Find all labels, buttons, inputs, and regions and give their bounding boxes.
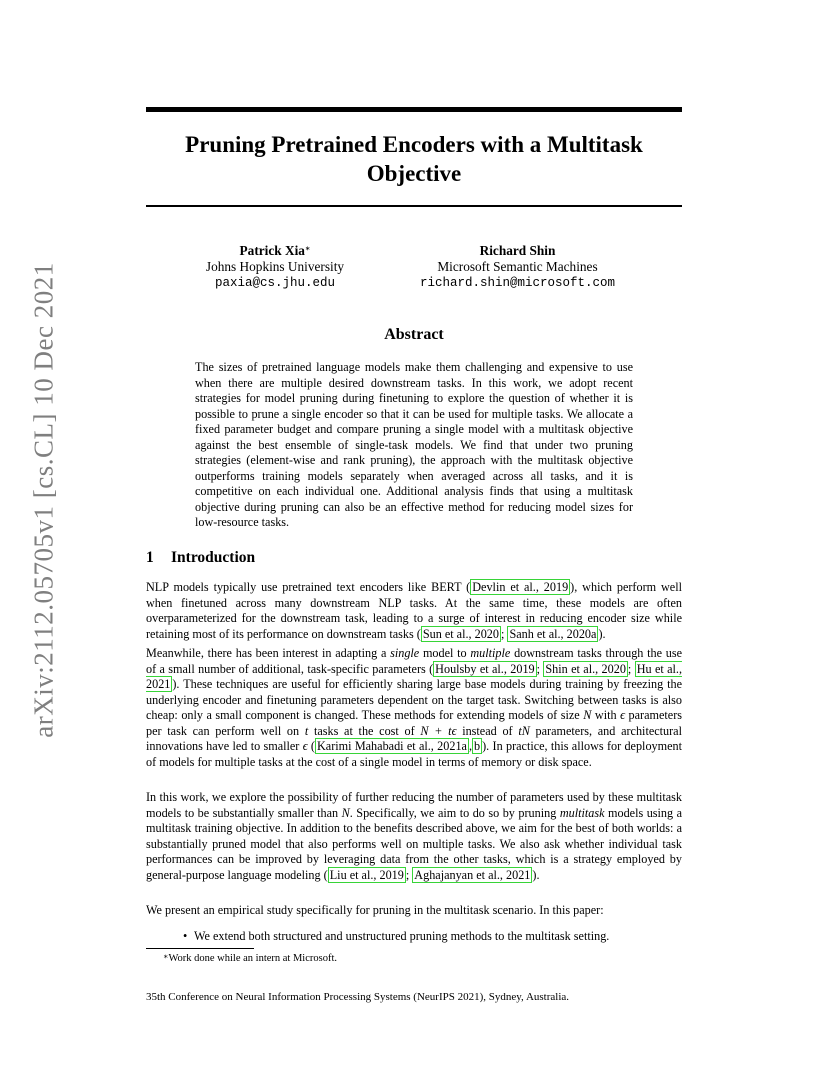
emphasis-multiple: multiple	[470, 646, 511, 660]
author-name: Patrick Xia∗	[239, 243, 311, 258]
citation-link[interactable]: Sun et al., 2020	[422, 626, 499, 641]
citation-link[interactable]: Houlsby et al., 2019	[435, 661, 535, 676]
author-footnote-mark: ∗	[304, 244, 311, 253]
footnote-rule	[146, 948, 254, 949]
emphasis-single: single	[390, 646, 420, 660]
math-symbol: ϵ	[620, 708, 626, 722]
paragraph-3: In this work, we explore the possibility of further reducing the number of parameters used by these multitask models to be substantially smaller than N. Specifically, we aim to do so by pruning multitask models using a multitask training objective. In addition to the benefits described above, we aim for the best of both worlds: a substantially pruned model that also performs well on multiple tasks. We also ask whether individual task performances can be improved by leveraging data from the other tasks, which is a strategy employed by general-purpose language modeling ( Liu et al., 2019 ; Aghajanyan et al., 2021 ).	[146, 790, 683, 882]
list-item: • We extend both structured and unstructured pruning methods to the multitask setting.	[183, 929, 610, 943]
math-symbol: N + tϵ	[420, 723, 457, 738]
math-symbol: t	[304, 723, 309, 738]
citation-link[interactable]: Shin et al., 2020	[545, 661, 626, 676]
paragraph-1: NLP models typically use pretrained text encoders like BERT ( Devlin et al., 2019 ), which perform well when finetuned across many downstream NLP tasks. At the same time, these models are often overparameterized for the downstream task, leading to a surge of interest in reducing encoder size while retaining most of its performance on downstream tasks ( Sun et al., 2020 ; Sanh et al., 2020a ).	[146, 580, 682, 641]
footnote-mark: ∗	[163, 952, 169, 961]
title-bottom-rule	[146, 205, 682, 207]
author-block-2	[400, 243, 635, 291]
paper-title	[146, 130, 682, 188]
conference-note: 35th Conference on Neural Information Processing Systems (NeurIPS 2021), Sydney, Australia.	[146, 991, 570, 1003]
author-affiliation: Microsoft Semantic Machines	[437, 259, 598, 274]
math-symbol: ϵ	[302, 739, 308, 753]
paragraph-2: Meanwhile, there has been interest in adapting a single model to multiple downstream tasks through the use of a small number of additional, task-specific parameters ( Houlsby et al., 2019 ; Shin et al., 2020 ; Hu et al., 2021 ). These techniques are useful for efficiently sharing large base models during training by freezing the underlying encoder and finetuning parameters dependent on the target task. Switching between tasks is also cheap: only a small component is changed. These methods for extending models of size N with ϵ parameters per task can perform well on t tasks at the cost of N + tϵ instead of tN parameters, and architectural innovations have led to smaller ϵ ( Karimi Mahabadi et al., 2021a , b ). In practice, this allows for deployment of models for multiple tasks at the cost of a single model in terms of memory or disk space.	[146, 646, 683, 769]
author-affiliation: Johns Hopkins University	[205, 259, 345, 274]
bullet-icon: •	[183, 929, 188, 943]
title-line-2: Objective	[366, 161, 462, 186]
citation-link[interactable]: Karimi Mahabadi et al., 2021a	[316, 739, 467, 753]
abstract-text: The sizes of pretrained language models make them challenging and expensive to use when there are multiple desired downstream tasks. In this work, we adopt recent strategies for model pruning during finetuning to explore the question of whether it is possible to prune a single encoder so that it can be used for multiple tasks. We allocate a fixed parameter budget and compare pruning a single model with a multitask objective against the best ensemble of single-task models. We find that under two pruning strategies (element-wise and rank pruning), the approach with the multitask objective outperforms training models separately when averaged across all tasks, and it is competitive on each individual one. Additional analysis finds that using a multitask objective during pruning can also be an effective method for reducing model sizes for low-resource tasks.	[195, 360, 633, 529]
citation-link[interactable]: Hu et al., 2021	[146, 661, 683, 691]
abstract-heading: Abstract	[384, 326, 444, 343]
citation-link[interactable]: Devlin et al., 2019	[472, 580, 569, 594]
paragraph-4: We present an empirical study specifically for pruning in the multitask scenario. In this paper:	[146, 903, 604, 917]
math-symbol: tN	[518, 723, 530, 738]
arxiv-identifier: arXiv:2112.05705v1 [cs.CL] 10 Dec 2021	[28, 262, 59, 738]
author-block-1	[180, 243, 370, 291]
citation-link[interactable]: b	[474, 739, 481, 753]
section-heading	[146, 549, 255, 567]
emphasis-multitask: multitask	[559, 805, 605, 820]
title-line-1: Pruning Pretrained Encoders with a Multitask	[185, 132, 643, 157]
math-symbol: N	[341, 805, 350, 820]
citation-link[interactable]: Aghajanyan et al., 2021	[414, 867, 531, 882]
citation-link[interactable]: Liu et al., 2019	[329, 867, 404, 882]
math-symbol: N	[583, 708, 592, 722]
title-top-rule	[146, 107, 682, 112]
section-number: 1	[146, 549, 154, 566]
author-email[interactable]: richard.shin@microsoft.com	[419, 276, 616, 290]
section-title: Introduction	[171, 549, 256, 566]
author-name: Richard Shin	[479, 243, 556, 258]
citation-link[interactable]: Sanh et al., 2020a	[509, 626, 597, 641]
author-email[interactable]: paxia@cs.jhu.edu	[214, 276, 336, 290]
footnote: ∗Work done while an intern at Microsoft.	[163, 952, 338, 964]
